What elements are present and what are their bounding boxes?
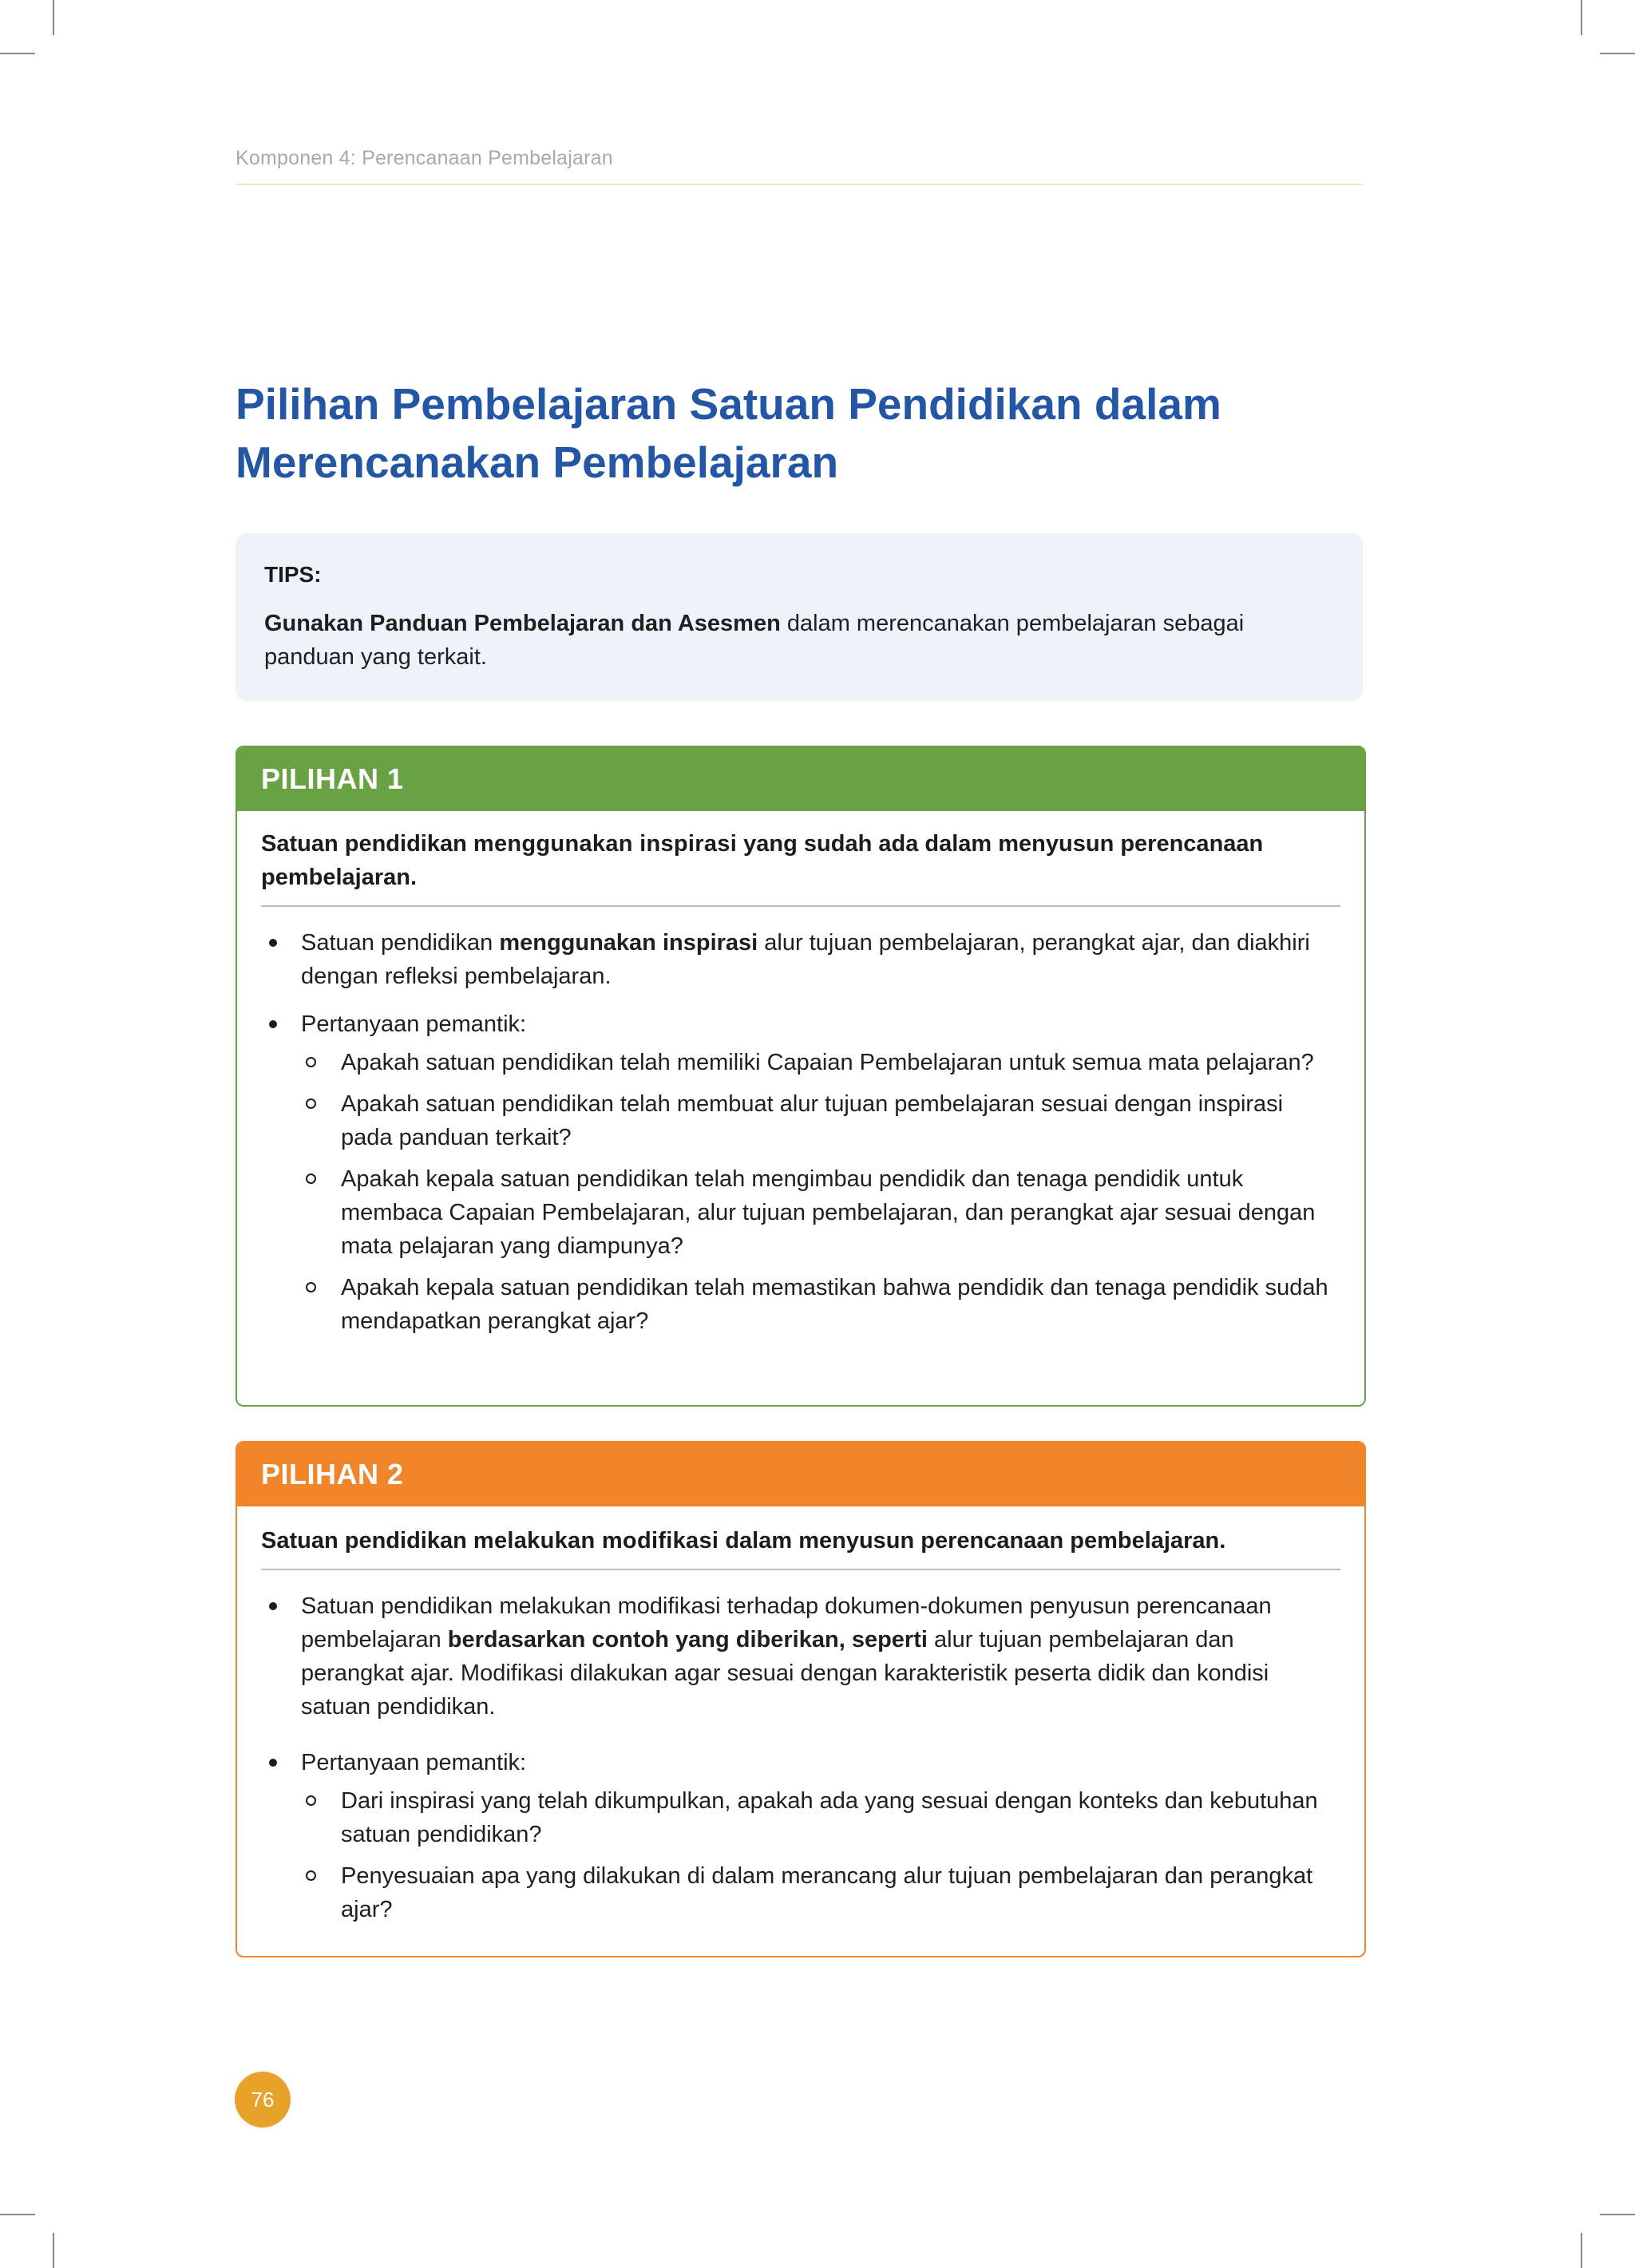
question-item: Penyesuaian apa yang dilakukan di dalam merancang alur tujuan pembelajaran dan perangkat ajar? bbox=[301, 1859, 1340, 1926]
option-1-lead-post: yang sudah ada dalam menyusun perencanaan pembelajaran. bbox=[261, 831, 1264, 890]
crop-mark bbox=[0, 2214, 35, 2215]
bullet-text-bold: berdasarkan contoh yang diberikan, seperti bbox=[447, 1627, 928, 1653]
option-2-lead-post: dalam menyusun perencanaan pembelajaran. bbox=[719, 1528, 1226, 1554]
crop-mark bbox=[53, 2233, 54, 2268]
running-header: Komponen 4: Perencanaan Pembelajaran bbox=[236, 147, 613, 169]
page-number-badge: 76 bbox=[235, 2072, 291, 2127]
question-item: Dari inspirasi yang telah dikumpulkan, apakah ada yang sesuai dengan konteks dan kebutuhan satuan pendidikan? bbox=[301, 1784, 1340, 1851]
bullet-text: Satuan pendidikan melakukan modifikasi terhadap dokumen-dokumen penyusun perencanaan pembelajaran bbox=[301, 1593, 1272, 1653]
option-2-lead-emphasis: melakukan modifikasi bbox=[473, 1528, 719, 1554]
option-2-bullet-list bbox=[261, 1589, 1340, 1926]
list-item bbox=[261, 1589, 1340, 1724]
option-card-1 bbox=[236, 746, 1366, 1407]
question-item: Apakah kepala satuan pendidikan telah memastikan bahwa pendidik dan tenaga pendidik sudah mendapatkan perangkat ajar? bbox=[301, 1271, 1340, 1338]
bullet-text-bold: menggunakan inspirasi bbox=[499, 930, 758, 956]
option-1-heading: PILIHAN 1 bbox=[237, 747, 1364, 811]
page-title-line1: Pilihan Pembelajaran Satuan Pendidikan dalam bbox=[236, 379, 1221, 429]
bullet-text: alur tujuan pembelajaran, perangkat ajar, dan diakhiri dengan refleksi pembelajaran. bbox=[301, 930, 1310, 989]
question-item: Apakah satuan pendidikan telah memiliki Capaian Pembelajaran untuk semua mata pelajaran? bbox=[301, 1046, 1340, 1079]
list-item bbox=[261, 926, 1340, 993]
question-item: Apakah satuan pendidikan telah membuat alur tujuan pembelajaran sesuai dengan inspirasi pada panduan terkait? bbox=[301, 1087, 1340, 1154]
header-rule bbox=[236, 184, 1363, 185]
option-1-question-list bbox=[301, 1046, 1340, 1338]
option-1-lead-emphasis: menggunakan inspirasi bbox=[473, 831, 738, 857]
page-title bbox=[236, 375, 1369, 492]
tips-text bbox=[264, 607, 1334, 674]
crop-mark bbox=[0, 53, 35, 54]
page-title-line2: Merencanakan Pembelajaran bbox=[236, 437, 839, 487]
option-1-bullet-list bbox=[261, 926, 1340, 1338]
option-1-lead-pre: Satuan pendidikan bbox=[261, 831, 473, 857]
option-2-lead bbox=[261, 1506, 1340, 1570]
tips-box bbox=[236, 533, 1363, 701]
list-item bbox=[261, 1007, 1340, 1338]
bullet-text: Pertanyaan pemantik: bbox=[301, 1011, 527, 1037]
option-card-2 bbox=[236, 1441, 1366, 1957]
bullet-text: Satuan pendidikan bbox=[301, 930, 500, 956]
option-2-body bbox=[237, 1506, 1364, 1926]
option-2-question-list bbox=[301, 1784, 1340, 1926]
option-2-lead-pre: Satuan pendidikan bbox=[261, 1528, 473, 1554]
tips-text-rest: dalam merencanakan pembelajaran sebagai panduan yang terkait. bbox=[264, 611, 1245, 670]
option-1-lead bbox=[261, 811, 1340, 907]
tips-text-bold: Gunakan Panduan Pembelajaran dan Asesmen bbox=[264, 611, 781, 636]
bullet-text: Pertanyaan pemantik: bbox=[301, 1750, 527, 1775]
crop-mark bbox=[1581, 2233, 1582, 2268]
option-2-heading: PILIHAN 2 bbox=[237, 1443, 1364, 1506]
crop-mark bbox=[53, 0, 54, 35]
tips-label: TIPS: bbox=[264, 562, 322, 587]
crop-mark bbox=[1600, 2214, 1635, 2215]
list-item bbox=[261, 1746, 1340, 1926]
question-item: Apakah kepala satuan pendidikan telah mengimbau pendidik dan tenaga pendidik untuk membaca Capaian Pembelajaran, alur tujuan pembelajaran, dan perangkat ajar sesuai dengan mata pelajaran yang diampunya? bbox=[301, 1162, 1340, 1263]
crop-mark bbox=[1600, 53, 1635, 54]
option-1-body bbox=[237, 811, 1364, 1338]
crop-mark bbox=[1581, 0, 1582, 35]
bullet-text: alur tujuan pembelajaran dan perangkat ajar. Modifikasi dilakukan agar sesuai dengan karakteristik peserta didik dan kondisi satuan pendidikan. bbox=[301, 1627, 1269, 1720]
